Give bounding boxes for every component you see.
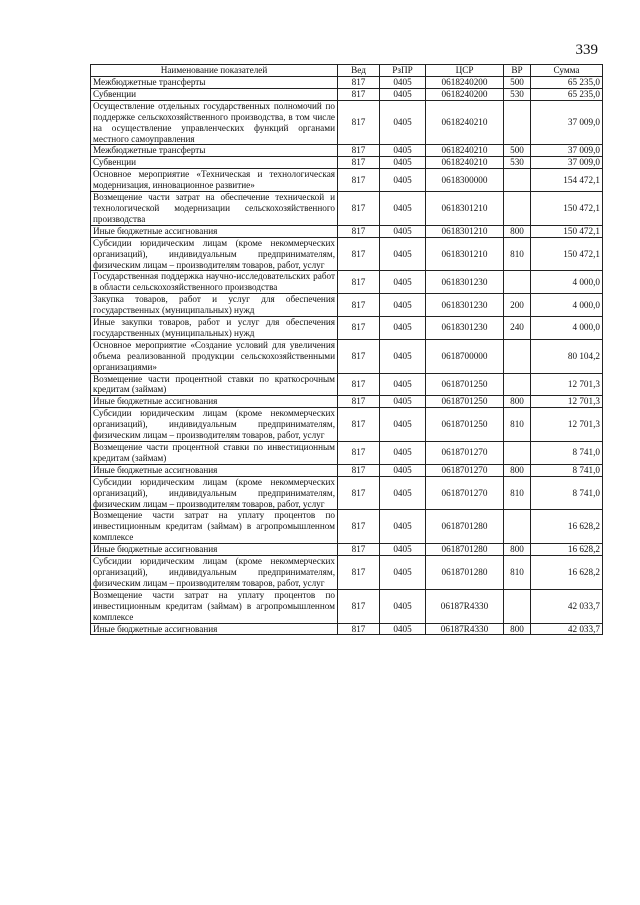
row-ved: 817	[338, 77, 380, 89]
row-rzpr: 0405	[380, 88, 426, 100]
row-csr: 0618240200	[426, 77, 504, 89]
table-row	[91, 88, 603, 100]
row-name: Иные бюджетные ассигнования	[91, 623, 338, 635]
row-vr: 810	[504, 476, 531, 510]
row-ved: 817	[338, 544, 380, 556]
row-rzpr: 0405	[380, 294, 426, 317]
row-name: Субсидии юридическим лицам (кроме некоммерческих организаций), индивидуальным предпринимателям, физическим лицам – производителям товаров, работ, услуг	[91, 556, 338, 590]
row-rzpr: 0405	[380, 192, 426, 226]
table-row	[91, 556, 603, 590]
row-ved: 817	[338, 339, 380, 373]
row-vr: 800	[504, 464, 531, 476]
row-rzpr: 0405	[380, 339, 426, 373]
row-sum: 8 741,0	[531, 476, 603, 510]
table-row	[91, 294, 603, 317]
table-row	[91, 408, 603, 442]
row-vr: 240	[504, 317, 531, 340]
row-rzpr: 0405	[380, 157, 426, 169]
table-row	[91, 77, 603, 89]
row-ved: 817	[338, 442, 380, 465]
row-csr: 0618301210	[426, 237, 504, 271]
row-name: Межбюджетные трансферты	[91, 77, 338, 89]
table-row	[91, 373, 603, 396]
row-sum: 154 472,1	[531, 169, 603, 192]
row-vr	[504, 589, 531, 623]
row-vr	[504, 510, 531, 544]
row-name: Иные бюджетные ассигнования	[91, 396, 338, 408]
row-ved: 817	[338, 476, 380, 510]
table-row	[91, 339, 603, 373]
row-name: Государственная поддержка научно-исследовательских работ в области сельскохозяйственного производства	[91, 271, 338, 294]
row-rzpr: 0405	[380, 169, 426, 192]
header-sum: Сумма	[531, 65, 603, 77]
table-row	[91, 225, 603, 237]
row-vr	[504, 192, 531, 226]
row-csr: 06187R4330	[426, 589, 504, 623]
row-csr: 0618701250	[426, 396, 504, 408]
row-name: Субсидии юридическим лицам (кроме некоммерческих организаций), индивидуальным предпринимателям, физическим лицам – производителям товаров, работ, услуг	[91, 237, 338, 271]
row-ved: 817	[338, 373, 380, 396]
row-name: Возмещение части затрат на уплату процентов по инвестиционным кредитам (займам) в агропромышленном комплексе	[91, 589, 338, 623]
row-sum: 16 628,2	[531, 510, 603, 544]
row-rzpr: 0405	[380, 510, 426, 544]
row-vr	[504, 100, 531, 145]
row-vr: 800	[504, 623, 531, 635]
header-csr: ЦСР	[426, 65, 504, 77]
row-name: Осуществление отдельных государственных полномочий по поддержке сельскохозяйственного производства, в том числе на осуществление управленческих функций органами местного самоуправления	[91, 100, 338, 145]
row-name: Основное мероприятие «Техническая и технологическая модернизация, инновационное развитие»	[91, 169, 338, 192]
row-vr	[504, 169, 531, 192]
row-vr: 810	[504, 237, 531, 271]
row-csr: 0618701270	[426, 476, 504, 510]
table-body	[91, 77, 603, 635]
row-csr: 0618701280	[426, 510, 504, 544]
table-row	[91, 145, 603, 157]
row-vr: 800	[504, 225, 531, 237]
row-name: Субвенции	[91, 88, 338, 100]
row-name: Иные бюджетные ассигнования	[91, 464, 338, 476]
row-rzpr: 0405	[380, 556, 426, 590]
row-ved: 817	[338, 589, 380, 623]
row-sum: 65 235,0	[531, 88, 603, 100]
row-csr: 0618301210	[426, 225, 504, 237]
header-name: Наименование показателей	[91, 65, 338, 77]
row-name: Иные закупки товаров, работ и услуг для обеспечения государственных (муниципальных) нужд	[91, 317, 338, 340]
row-vr: 200	[504, 294, 531, 317]
row-csr: 0618700000	[426, 339, 504, 373]
row-ved: 817	[338, 88, 380, 100]
table-row	[91, 317, 603, 340]
row-csr: 0618240210	[426, 157, 504, 169]
row-name: Иные бюджетные ассигнования	[91, 544, 338, 556]
table-row	[91, 544, 603, 556]
row-rzpr: 0405	[380, 271, 426, 294]
row-rzpr: 0405	[380, 408, 426, 442]
row-ved: 817	[338, 225, 380, 237]
row-ved: 817	[338, 623, 380, 635]
row-vr: 810	[504, 556, 531, 590]
row-sum: 12 701,3	[531, 396, 603, 408]
row-sum: 16 628,2	[531, 556, 603, 590]
row-vr	[504, 442, 531, 465]
row-rzpr: 0405	[380, 100, 426, 145]
row-rzpr: 0405	[380, 373, 426, 396]
row-rzpr: 0405	[380, 589, 426, 623]
row-name: Закупка товаров, работ и услуг для обеспечения государственных (муниципальных) нужд	[91, 294, 338, 317]
row-sum: 12 701,3	[531, 408, 603, 442]
table-header-row	[91, 65, 603, 77]
row-sum: 42 033,7	[531, 623, 603, 635]
row-csr: 0618701280	[426, 556, 504, 590]
row-sum: 4 000,0	[531, 317, 603, 340]
row-name: Субсидии юридическим лицам (кроме некоммерческих организаций), индивидуальным предпринимателям, физическим лицам – производителям товаров, работ, услуг	[91, 408, 338, 442]
row-rzpr: 0405	[380, 77, 426, 89]
row-name: Возмещение части процентной ставки по краткосрочным кредитам (займам)	[91, 373, 338, 396]
row-name: Возмещение части затрат на уплату процентов по инвестиционным кредитам (займам) в агропромышленном комплексе	[91, 510, 338, 544]
row-rzpr: 0405	[380, 145, 426, 157]
row-csr: 0618301230	[426, 317, 504, 340]
row-sum: 150 472,1	[531, 237, 603, 271]
row-name: Субсидии юридическим лицам (кроме некоммерческих организаций), индивидуальным предпринимателям, физическим лицам – производителям товаров, работ, услуг	[91, 476, 338, 510]
row-vr: 810	[504, 408, 531, 442]
row-name: Субвенции	[91, 157, 338, 169]
row-vr: 530	[504, 88, 531, 100]
row-ved: 817	[338, 145, 380, 157]
row-vr: 800	[504, 396, 531, 408]
row-csr: 0618701270	[426, 442, 504, 465]
table-row	[91, 192, 603, 226]
row-sum: 4 000,0	[531, 294, 603, 317]
row-rzpr: 0405	[380, 237, 426, 271]
row-csr: 06187R4330	[426, 623, 504, 635]
row-rzpr: 0405	[380, 544, 426, 556]
table-row	[91, 100, 603, 145]
header-vr: ВР	[504, 65, 531, 77]
row-sum: 37 009,0	[531, 157, 603, 169]
page-number: 339	[575, 42, 598, 58]
row-ved: 817	[338, 510, 380, 544]
table-row	[91, 476, 603, 510]
row-sum: 37 009,0	[531, 145, 603, 157]
row-ved: 817	[338, 317, 380, 340]
row-ved: 817	[338, 169, 380, 192]
row-ved: 817	[338, 192, 380, 226]
row-vr	[504, 373, 531, 396]
row-csr: 0618701250	[426, 373, 504, 396]
row-rzpr: 0405	[380, 464, 426, 476]
row-csr: 0618240210	[426, 145, 504, 157]
row-ved: 817	[338, 556, 380, 590]
row-sum: 8 741,0	[531, 442, 603, 465]
row-sum: 150 472,1	[531, 225, 603, 237]
row-ved: 817	[338, 408, 380, 442]
row-rzpr: 0405	[380, 396, 426, 408]
row-name: Возмещение части процентной ставки по инвестиционным кредитам (займам)	[91, 442, 338, 465]
table-row	[91, 396, 603, 408]
row-ved: 817	[338, 237, 380, 271]
row-ved: 817	[338, 100, 380, 145]
row-rzpr: 0405	[380, 476, 426, 510]
row-vr: 530	[504, 157, 531, 169]
table-row	[91, 237, 603, 271]
row-sum: 42 033,7	[531, 589, 603, 623]
row-rzpr: 0405	[380, 317, 426, 340]
row-sum: 37 009,0	[531, 100, 603, 145]
table-row	[91, 623, 603, 635]
header-rzpr: РзПР	[380, 65, 426, 77]
table-row	[91, 589, 603, 623]
row-csr: 0618701280	[426, 544, 504, 556]
row-vr: 500	[504, 145, 531, 157]
header-ved: Вед	[338, 65, 380, 77]
row-vr	[504, 271, 531, 294]
row-sum: 65 235,0	[531, 77, 603, 89]
table-row	[91, 510, 603, 544]
row-ved: 817	[338, 157, 380, 169]
table-row	[91, 157, 603, 169]
table-row	[91, 442, 603, 465]
table-row	[91, 271, 603, 294]
row-rzpr: 0405	[380, 442, 426, 465]
row-csr: 0618701270	[426, 464, 504, 476]
row-rzpr: 0405	[380, 225, 426, 237]
row-sum: 150 472,1	[531, 192, 603, 226]
row-ved: 817	[338, 271, 380, 294]
row-name: Возмещение части затрат на обеспечение технической и технологической модернизации сельскохозяйственного производства	[91, 192, 338, 226]
row-name: Основное мероприятие «Создание условий для увеличения объема реализованной продукции сельскохозяйственными организациями»	[91, 339, 338, 373]
row-ved: 817	[338, 294, 380, 317]
budget-table	[90, 64, 603, 635]
row-csr: 0618701250	[426, 408, 504, 442]
row-csr: 0618301230	[426, 294, 504, 317]
row-sum: 16 628,2	[531, 544, 603, 556]
row-vr: 800	[504, 544, 531, 556]
row-rzpr: 0405	[380, 623, 426, 635]
row-csr: 0618301230	[426, 271, 504, 294]
row-sum: 12 701,3	[531, 373, 603, 396]
row-ved: 817	[338, 396, 380, 408]
row-csr: 0618240210	[426, 100, 504, 145]
row-sum: 8 741,0	[531, 464, 603, 476]
row-csr: 0618240200	[426, 88, 504, 100]
table-row	[91, 464, 603, 476]
row-name: Иные бюджетные ассигнования	[91, 225, 338, 237]
row-name: Межбюджетные трансферты	[91, 145, 338, 157]
row-vr: 500	[504, 77, 531, 89]
row-sum: 80 104,2	[531, 339, 603, 373]
row-csr: 0618300000	[426, 169, 504, 192]
row-vr	[504, 339, 531, 373]
row-csr: 0618301210	[426, 192, 504, 226]
row-sum: 4 000,0	[531, 271, 603, 294]
table-row	[91, 169, 603, 192]
row-ved: 817	[338, 464, 380, 476]
